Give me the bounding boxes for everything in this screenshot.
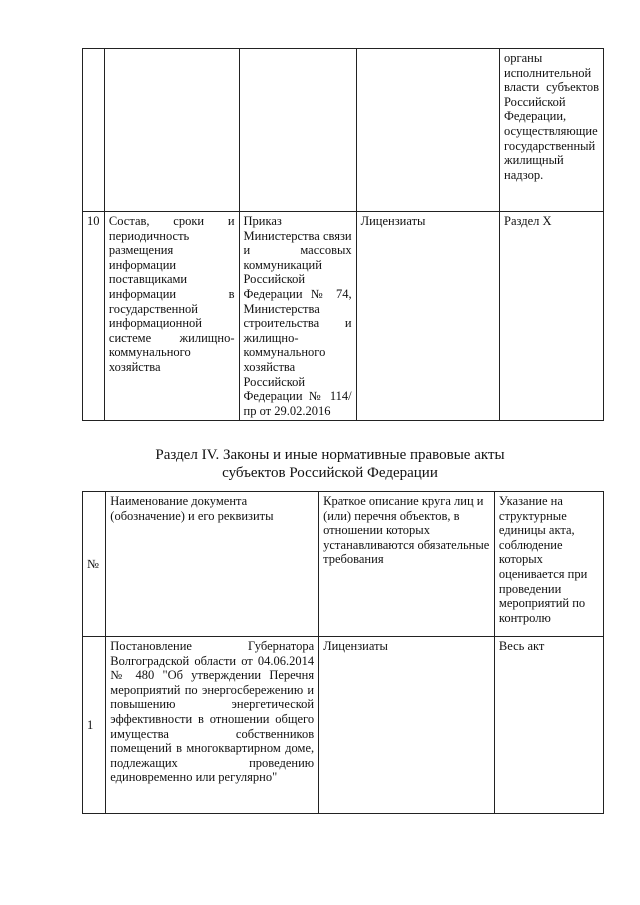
section-title-line-2: субъектов Российской Федерации: [222, 465, 438, 481]
section-heading: [120, 446, 540, 482]
header-description: Краткое описание круга лиц и (или) перечня объектов, в отношении которых устанавливаются обязательные требования: [319, 492, 495, 637]
cell-name: [104, 49, 239, 212]
cell-number: [83, 49, 105, 212]
cell-description: [356, 49, 499, 212]
section-title-line-1: Раздел IV. Законы и иные нормативные правовые акты: [155, 447, 505, 463]
cell-name: Постановление Губернатора Волгоградской области от 04.06.2014 № 480 "Об утверждении Перечня мероприятий по энергосбережению и повышению энергетической эффективности в отношении общего имущества собственников помещений в многоквартирном доме, подлежащих проведению единовременно или регулярно": [106, 637, 319, 814]
cell-name: Состав, сроки и периодичность размещения информации поставщиками информации в государственной информационной системе жилищно-коммунального хозяйства: [104, 212, 239, 421]
cell-document: Приказ Министерства связи и массовых коммуникаций Российской Федерации № 74, Министерства строительства и жилищно-коммунального хозяйства Российской Федерации № 114/пр от 29.02.2016: [239, 212, 356, 421]
table-row: [83, 637, 604, 814]
header-number: №: [83, 492, 106, 637]
cell-indication: Весь акт: [494, 637, 603, 814]
header-name: Наименование документа (обозначение) и его реквизиты: [106, 492, 319, 637]
cell-document: [239, 49, 356, 212]
cell-description: Лицензиаты: [319, 637, 495, 814]
cell-number: 1: [83, 637, 106, 814]
header-indication: Указание на структурные единицы акта, соблюдение которых оценивается при проведении мероприятий по контролю: [494, 492, 603, 637]
cell-indication: Раздел X: [500, 212, 604, 421]
cell-description: Лицензиаты: [356, 212, 499, 421]
table-row: [83, 212, 604, 421]
cell-indication: органы исполнительной власти субъектов Российской Федерации, осуществляющие государственный жилищный надзор.: [500, 49, 604, 212]
cell-number: 10: [83, 212, 105, 421]
table-header-row: [83, 492, 604, 637]
requirements-table-continued: [82, 48, 604, 421]
table-row: [83, 49, 604, 212]
laws-table: [82, 491, 604, 814]
